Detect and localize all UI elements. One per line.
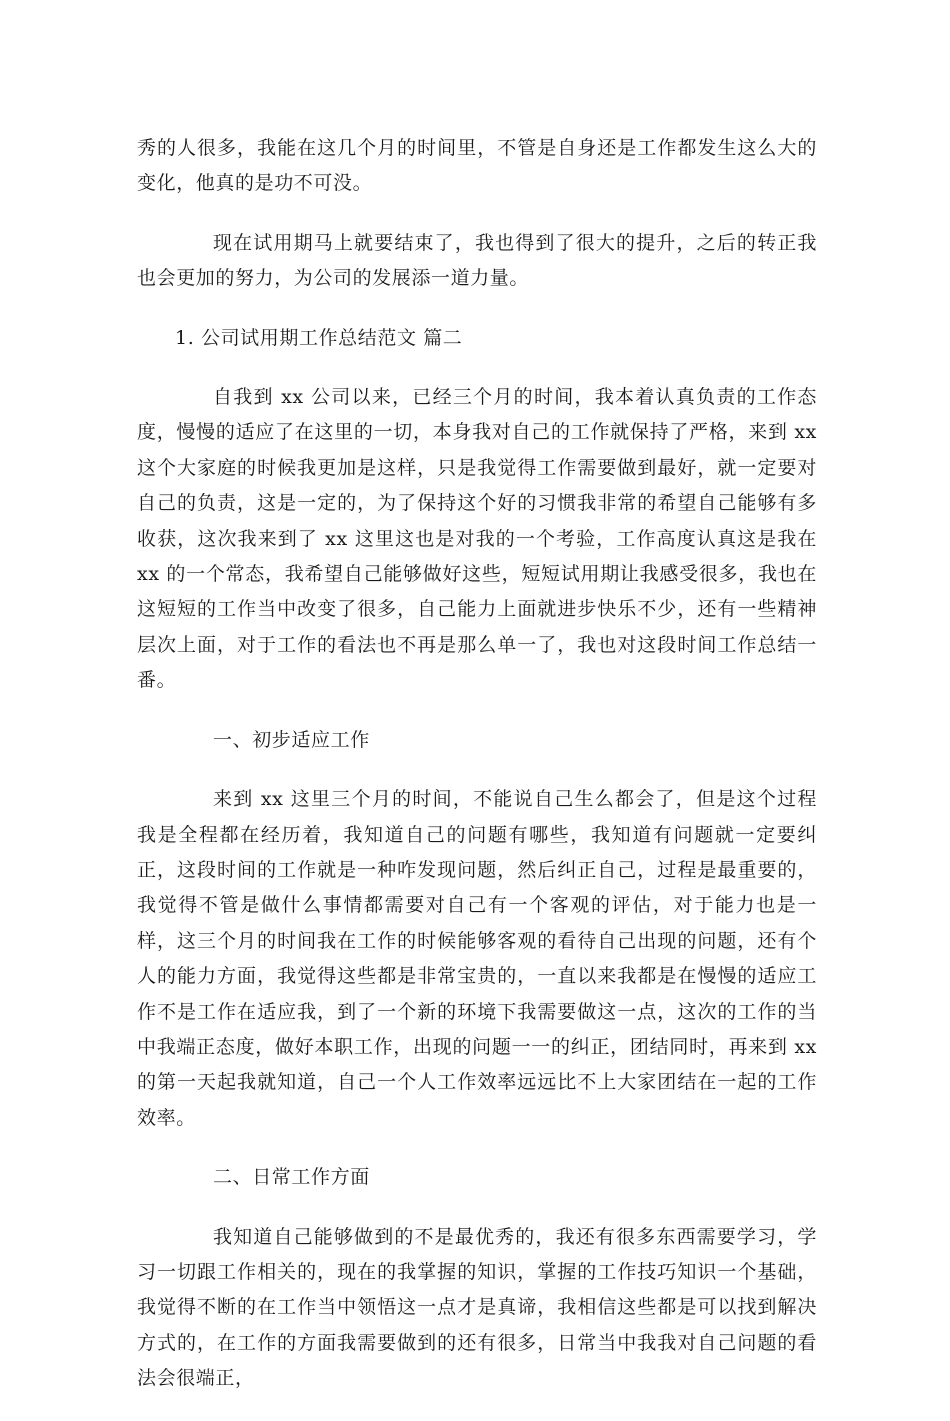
paragraph: 我知道自己能够做到的不是最优秀的，我还有很多东西需要学习，学习一切跟工作相关的，现在的我掌握的知识，掌握的工作技巧知识一个基础，我觉得不断的在工作当中领悟这一点才是真谛，我相信这些都是可以找到解决方式的，在工作的方面我需要做到的还有很多，日常当中我我对自己问题的看法会很端正， <box>137 1225 817 1390</box>
section-title: 1. 公司试用期工作总结范文 篇二 <box>175 326 463 349</box>
paragraph: 现在试用期马上就要结束了，我也得到了很大的提升，之后的转正我也会更加的努力，为公司的发展添一道力量。 <box>137 231 817 290</box>
paragraph: 来到 xx 这里三个月的时间，不能说自己生么都会了，但是这个过程我是全程都在经历着，我知道自己的问题有哪些，我知道有问题就一定要纠正，这段时间的工作就是一种咋发现问题，然后纠正自己，过程是最重要的，我觉得不管是做什么事情都需要对自己有一个客观的评估，对于能力也是一样，这三个月的时间我在工作的时候能够客观的看待自己出现的问题，还有个人的能力方面，我觉得这些都是非常宝贵的，一直以来我都是在慢慢的适应工作不是工作在适应我，到了一个新的环境下我需要做这一点，这次的工作的当中我端正态度，做好本职工作，出现的问题一一的纠正，团结同时，再来到 xx 的第一天起我就知道，自己一个人工作效率远远比不上大家团结在一起的工作效率。 <box>137 788 817 1129</box>
document-body <box>137 131 817 1421</box>
section-heading: 一、初步适应工作 <box>213 728 370 751</box>
section-heading: 二、日常工作方面 <box>213 1166 370 1189</box>
paragraph: 自我到 xx 公司以来，已经三个月的时间，我本着认真负责的工作态度，慢慢的适应了在这里的一切，本身我对自己的工作就保持了严格，来到 xx 这个大家庭的时候我更加是这样，只是我觉得工作需要做到最好，就一定要对自己的负责，这是一定的，为了保持这个好的习惯我非常的希望自己能够有多收获，这次我来到了 xx 这里这也是对我的一个考验，工作高度认真这是我在 xx 的一个常态，我希望自己能够做好这些，短短试用期让我感受很多，我也在这短短的工作当中改变了很多，自己能力上面就进步快乐不少，还有一些精神层次上面，对于工作的看法也不再是那么单一了，我也对这段时间工作总结一番。 <box>137 386 817 692</box>
paragraph: 秀的人很多，我能在这几个月的时间里，不管是自身还是工作都发生这么大的变化，他真的是功不可没。 <box>137 137 817 195</box>
